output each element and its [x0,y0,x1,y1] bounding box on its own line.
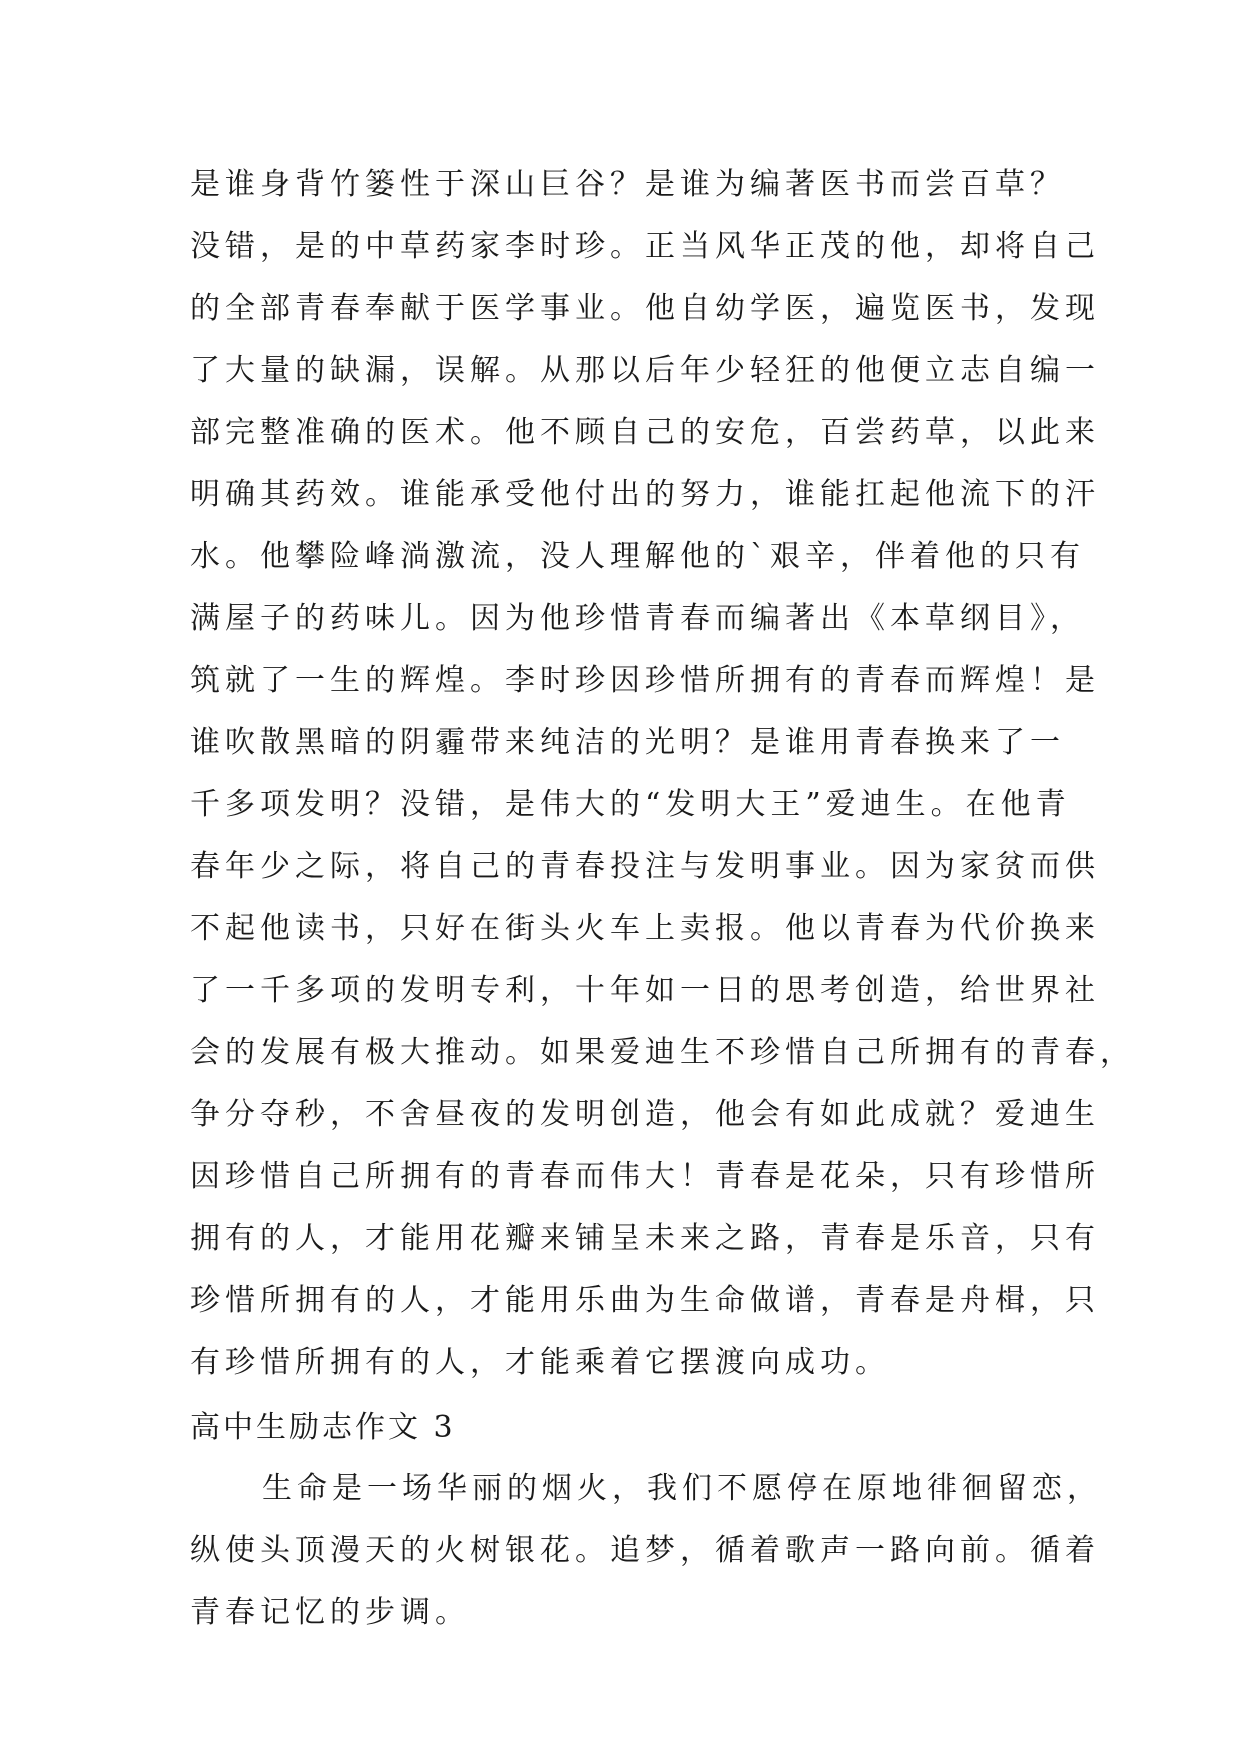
essay-paragraph [190,154,1135,1394]
text-line: 拥有的人，才能用花瓣来铺呈未来之路，青春是乐音，只有 [190,1221,1100,1256]
document-body [190,154,1135,1644]
essay-paragraph [190,1458,1102,1644]
text-line: 因珍惜自己所拥有的青春而伟大！青春是花朵，只有珍惜所 [190,1159,1100,1194]
text-line: 水。他攀险峰淌激流，没人理解他的`艰辛，伴着他的只有 [190,539,1085,574]
text-line: 有珍惜所拥有的人，才能乘着它摆渡向成功。 [190,1345,890,1380]
text-line: 谁吹散黑暗的阴霾带来纯洁的光明？是谁用青春换来了一 [190,725,1065,760]
text-line: 了一千多项的发明专利，十年如一日的思考创造，给世界社 [190,973,1100,1008]
text-line: 会的发展有极大推动。如果爱迪生不珍惜自己所拥有的青春， [190,1035,1135,1070]
text-line: 的全部青春奉献于医学事业。他自幼学医，遍览医书，发现 [190,291,1100,326]
section-heading: 高中生励志作文 3 [190,1410,456,1445]
text-line: 了大量的缺漏，误解。从那以后年少轻狂的他便立志自编一 [190,353,1100,388]
text-line: 青春记忆的步调。 [190,1595,470,1630]
text-line: 纵使头顶漫天的火树银花。追梦，循着歌声一路向前。循着 [190,1533,1100,1568]
text-line: 珍惜所拥有的人，才能用乐曲为生命做谱，青春是舟楫，只 [190,1283,1100,1318]
text-line: 春年少之际，将自己的青春投注与发明事业。因为家贫而供 [190,849,1100,884]
text-line: 千多项发明？没错，是伟大的“发明大王”爱迪生。在他青 [190,787,1071,822]
text-line: 不起他读书，只好在街头火车上卖报。他以青春为代价换来 [190,911,1100,946]
text-line: 筑就了一生的辉煌。李时珍因珍惜所拥有的青春而辉煌！是 [190,663,1100,698]
text-line: 争分夺秒，不舍昼夜的发明创造，他会有如此成就？爱迪生 [190,1097,1100,1132]
text-line: 生命是一场华丽的烟火，我们不愿停在原地徘徊留恋， [262,1471,1102,1506]
text-line: 明确其药效。谁能承受他付出的努力，谁能扛起他流下的汗 [190,477,1100,512]
text-line: 满屋子的药味儿。因为他珍惜青春而编著出《本草纲目》， [190,601,1085,636]
text-line: 没错，是的中草药家李时珍。正当风华正茂的他，却将自己 [190,229,1100,264]
text-line: 部完整准确的医术。他不顾自己的安危，百尝药草，以此来 [190,415,1100,450]
text-line: 是谁身背竹篓性于深山巨谷？是谁为编著医书而尝百草？ [190,167,1065,202]
